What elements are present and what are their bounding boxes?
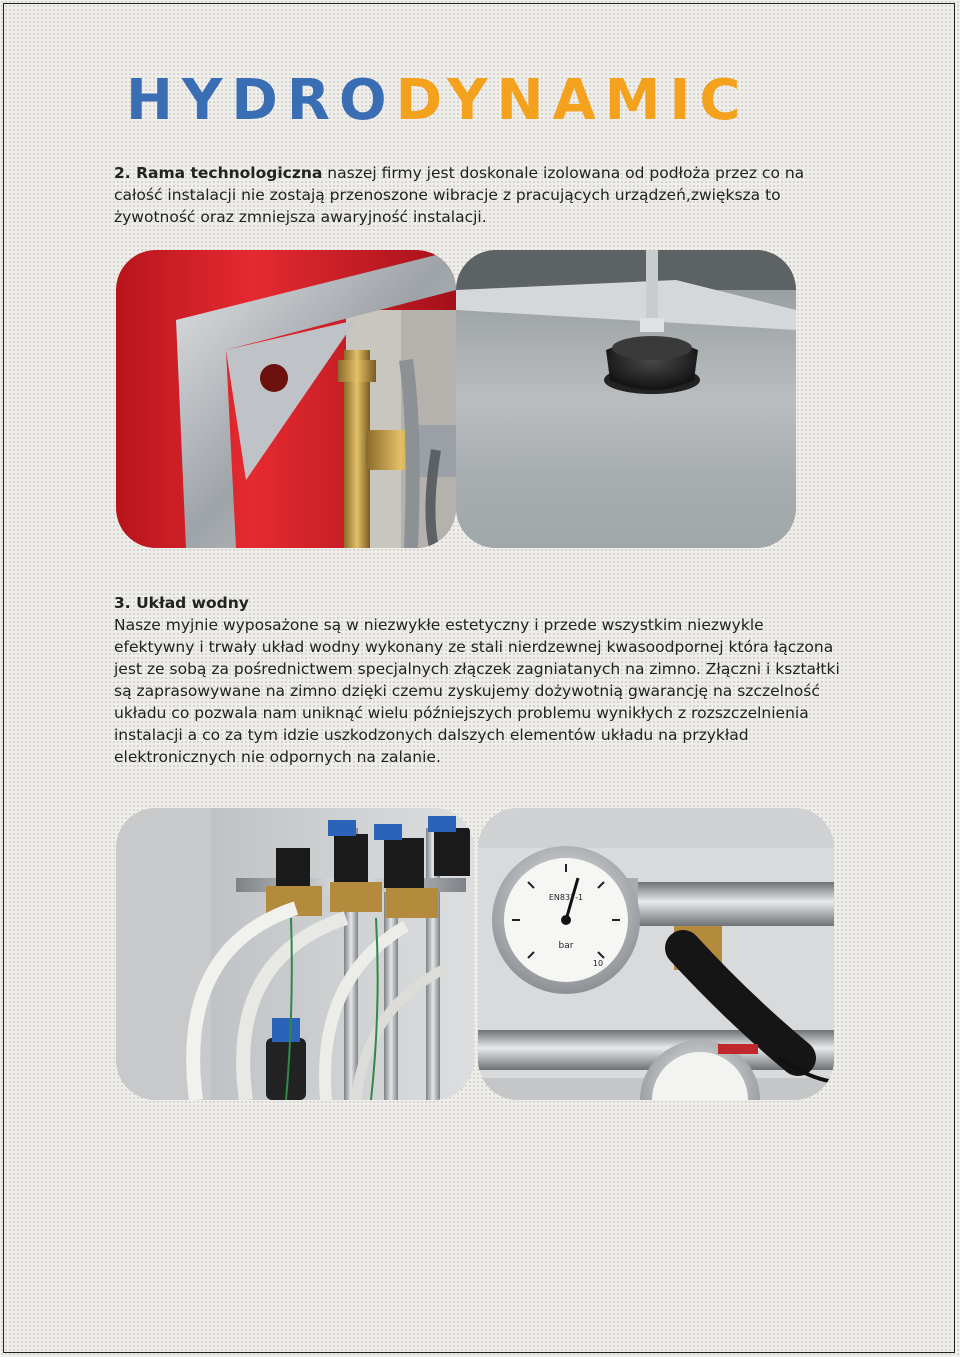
- gauge-max: 10: [592, 959, 604, 968]
- photo-rubber-foot: [456, 250, 796, 548]
- section-3-heading: 3. Układ wodny: [114, 594, 249, 612]
- logo-dynamic: DYNAMIC: [395, 68, 750, 133]
- photo-solenoid-valves: [116, 808, 474, 1100]
- photo-frame-bracket: [116, 250, 456, 548]
- section-2-body: naszej firmy jest doskonale izolowana od podłoża przez co na całość instalacji nie zostają przenoszone wibracje z pracujących urządzeń,zwiększa to żywotność oraz zmniejsza awaryjność instalacji.: [114, 164, 805, 226]
- photo-pressure-gauge: [478, 808, 834, 1100]
- logo-hydro: HYDRO: [126, 68, 396, 133]
- hydrodynamic-logo: [126, 68, 838, 133]
- section-2-text: [114, 162, 844, 228]
- section-2-heading: 2. Rama technologiczna: [114, 164, 323, 182]
- gauge-label: EN837-1: [548, 893, 584, 902]
- gauge-unit: bar: [558, 941, 574, 951]
- section-3-body: Nasze myjnie wyposażone są w niezwykłe estetyczny i przede wszystkim niezwykle efektywny i trwały układ wodny wykonany ze stali nierdzewnej kwasoodpornej która łączona jest ze sobą za pośrednictwem specjalnych złączek zagniatanych na zimno. Złączni i kształtki są zaprasowywane na zimno dzięki czemu zyskujemy dożywotnią gwarancję na szczelność układu co pozwala nam uniknąć wielu późniejszych problemu wynikłych z rozszczelnienia instalacji a co za tym idzie uszkodzonych dalszych elementów układu na przykład elektronicznych nie odpornych na zalanie.: [114, 616, 840, 766]
- section-3-text: [114, 592, 844, 768]
